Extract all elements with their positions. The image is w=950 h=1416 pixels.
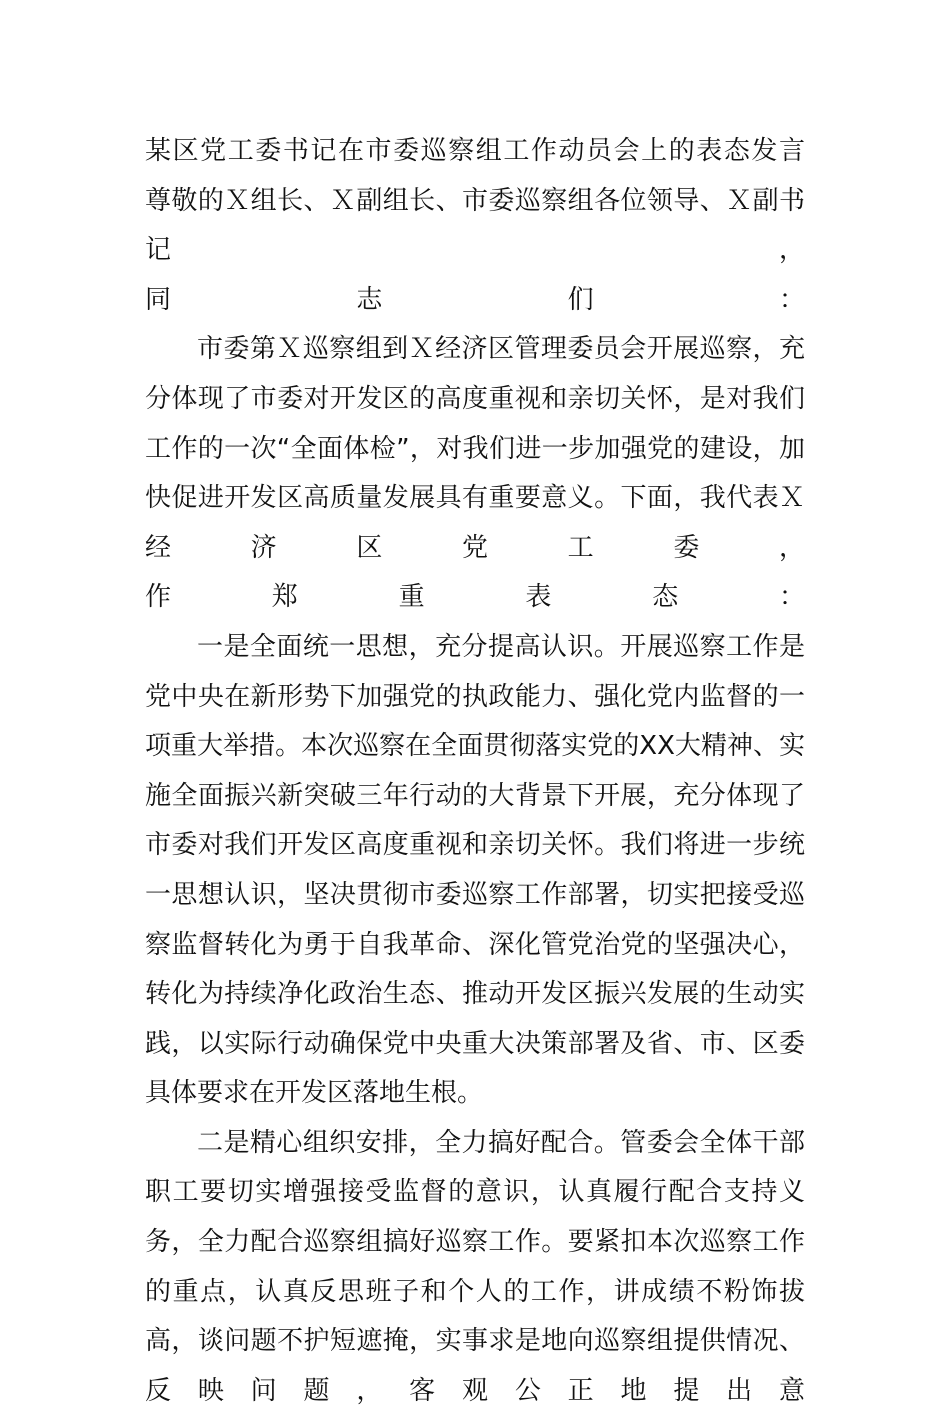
salutation-end: 同志们： (145, 284, 805, 315)
paragraph-point-one: 一是全面统一思想，充分提高认识。开展巡察工作是党中央在新形势下加强党的执政能力、强化党内监督的一项重大举措。本次巡察在全面贯彻落实党的XX大精神、实施全面振兴新突破三年行动的大背景下开展，充分体现了市委对我们开发区高度重视和亲切关怀。我们将进一步统一思想认识，坚决贯彻市委巡察工作部署，切实把接受巡察监督转化为勇于自我革命、深化管党治党的坚强决心，转化为持续净化政治生态、推动开发区振兴发展的生动实践，以实际行动确保党中央重大决策部署及省、市、区委具体要求在开发区落地生根。 (145, 631, 805, 1109)
paragraph-intro: 市委第Ｘ巡察组到Ｘ经济区管理委员会开展巡察，充分体现了市委对开发区的高度重视和亲切关怀，是对我们工作的一次“全面体检”，对我们进一步加强党的建设，加快促进开发区高质量发展具有重要意义。下面，我代表Ｘ经济区党工委， (145, 334, 805, 563)
document-title: 某区党工委书记在市委巡察组工作动员会上的表态发言 (145, 136, 805, 166)
paragraph-pledge-heading: 作郑重表态： (145, 582, 805, 613)
salutation-line: 尊敬的Ｘ组长、Ｘ副组长、市委巡察组各位领导、Ｘ副书记， (145, 185, 805, 266)
speech-text (145, 127, 805, 1416)
paragraph-point-two: 二是精心组织安排，全力搞好配合。管委会全体干部职工要切实增强接受监督的意识，认真履行配合支持义务，全力配合巡察组搞好巡察工作。要紧扣本次巡察工作的重点，认真反思班子和个人的工作，讲成绩不粉饰拔高，谈问题不护短遮掩，实事求是地向巡察组提供情况、反映问题，客观公正地提出意 (145, 1127, 805, 1406)
